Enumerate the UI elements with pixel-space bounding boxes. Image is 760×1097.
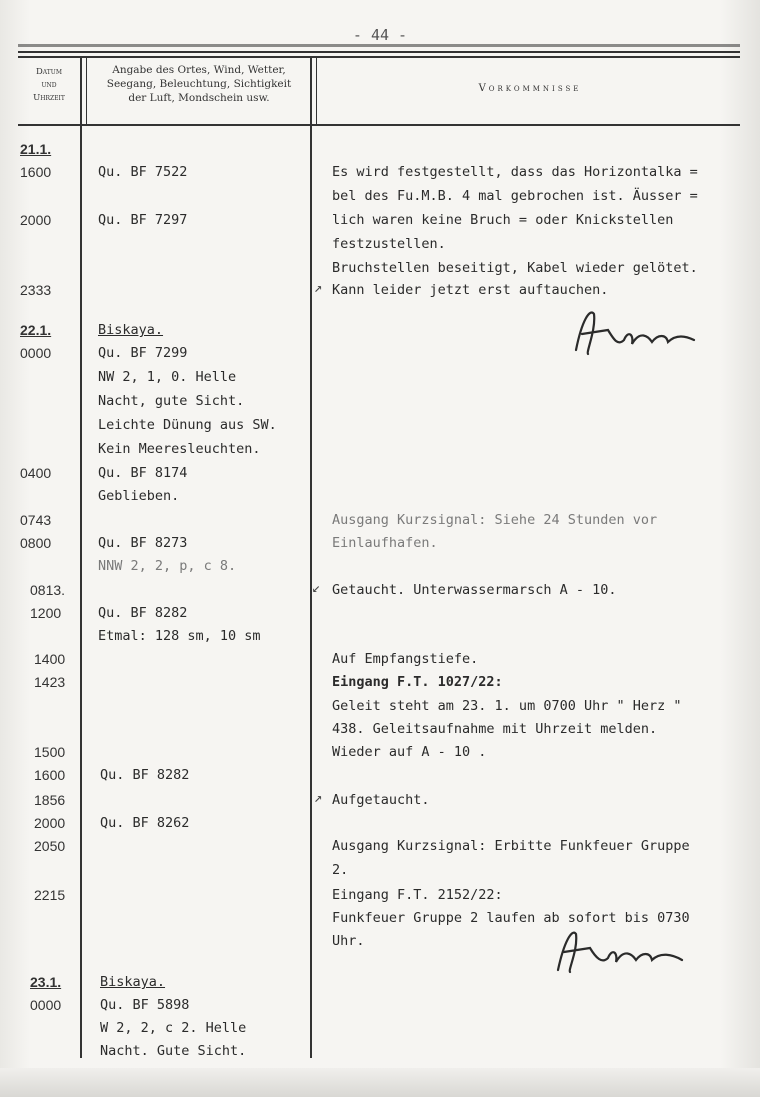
vork-line-12: Geleit steht am 23. 1. um 0700 Uhr " Herz "	[332, 698, 682, 714]
ort-row-11: Qu. BF 8273	[98, 535, 188, 551]
vork-line-20: Uhr.	[332, 933, 365, 949]
time-2050: 2050	[34, 838, 66, 854]
time-0813: 0813.	[30, 582, 66, 598]
ort-row-16: Qu. BF 8262	[100, 815, 190, 831]
date-22: 22.1.	[20, 322, 52, 338]
time-0000b: 0000	[30, 997, 62, 1013]
time-1856: 1856	[34, 792, 66, 808]
header-ort-line2: Seegang, Beleuchtung, Sichtigkeit	[106, 78, 292, 90]
vork-line-3: lich waren keine Bruch = oder Knickstellen	[332, 212, 674, 228]
checkmark-1: ↗	[314, 280, 323, 296]
header-ort	[86, 63, 312, 105]
ort-row-9: Qu. BF 8174	[98, 465, 188, 481]
time-1400: 1400	[34, 651, 66, 667]
ort-row-15: Qu. BF 8282	[100, 767, 190, 783]
column-divider-1	[80, 58, 82, 1058]
ort-row-18: Qu. BF 5898	[100, 997, 190, 1013]
vork-line-6: Kann leider jetzt erst auftauchen.	[332, 282, 609, 298]
ort-row-20: Nacht. Gute Sicht.	[100, 1043, 247, 1059]
vork-line-7: Ausgang Kurzsignal: Siehe 24 Stunden vor	[332, 512, 658, 528]
time-1423: 1423	[34, 674, 66, 690]
time-0400: 0400	[20, 465, 52, 481]
vork-line-1: Es wird festgestellt, dass das Horizontalka =	[332, 164, 698, 180]
ort-row-3: Biskaya.	[98, 322, 164, 338]
ort-row-19: W 2, 2, c 2. Helle	[100, 1020, 247, 1036]
header-vorkommnisse: Vorkommnisse	[478, 83, 582, 94]
header-ort-line1: Angabe des Ortes, Wind, Wetter,	[112, 64, 286, 76]
vork-line-8: Einlaufhafen.	[332, 535, 438, 551]
time-1200: 1200	[30, 605, 62, 621]
vork-line-13: 438. Geleitsaufnahme mit Uhrzeit melden.	[332, 721, 658, 737]
column-divider-2b	[316, 58, 317, 126]
date-21: 21.1.	[20, 141, 52, 157]
checkmark-3: ↗	[314, 790, 323, 806]
vork-line-19: Funkfeuer Gruppe 2 laufen ab sofort bis 0730	[332, 910, 690, 926]
time-1500: 1500	[34, 744, 66, 760]
vork-line-10: Auf Empfangstiefe.	[332, 651, 479, 667]
time-2000b: 2000	[34, 815, 66, 831]
time-2215: 2215	[34, 887, 66, 903]
time-0800: 0800	[20, 535, 52, 551]
ort-row-7: Leichte Dünung aus SW.	[98, 417, 277, 433]
signature-1	[568, 300, 708, 364]
top-rule	[18, 44, 740, 47]
ort-row-10: Geblieben.	[98, 488, 180, 504]
header-datum	[18, 66, 80, 105]
vork-line-4: festzustellen.	[332, 236, 446, 252]
ort-row-2: Qu. BF 7297	[98, 212, 188, 228]
date-23: 23.1.	[30, 974, 62, 990]
ort-row-14: Etmal: 128 sm, 10 sm	[98, 628, 261, 644]
time-2333: 2333	[20, 282, 52, 298]
column-divider-2	[310, 58, 312, 1058]
time-1600b: 1600	[34, 767, 66, 783]
vork-line-11: Eingang F.T. 1027/22:	[332, 674, 503, 690]
time-0743: 0743	[20, 512, 52, 528]
page-bottom-shadow	[0, 1068, 760, 1097]
ort-row-4: Qu. BF 7299	[98, 345, 188, 361]
checkmark-2: ↙	[312, 580, 321, 596]
vork-line-9: Getaucht. Unterwassermarsch A - 10.	[332, 582, 617, 598]
vork-line-15: Aufgetaucht.	[332, 792, 430, 808]
ort-row-8: Kein Meeresleuchten.	[98, 441, 261, 457]
time-1600a: 1600	[20, 164, 52, 180]
header-datum-line1: Datum	[35, 67, 63, 77]
vork-line-2: bel des Fu.M.B. 4 mal gebrochen ist. Äusser =	[332, 188, 698, 204]
vork-line-5: Bruchstellen beseitigt, Kabel wieder gelötet.	[332, 260, 698, 276]
header-bottom-rule	[18, 124, 740, 126]
time-0000a: 0000	[20, 345, 52, 361]
top-rule-3	[18, 56, 740, 58]
vork-line-17: 2.	[332, 862, 349, 878]
top-rule-2	[18, 51, 740, 53]
ort-row-17: Biskaya.	[100, 974, 166, 990]
header-datum-line3: Uhrzeit	[33, 93, 65, 103]
ort-row-1: Qu. BF 7522	[98, 164, 188, 180]
vork-line-18: Eingang F.T. 2152/22:	[332, 887, 503, 903]
header-datum-line2: und	[41, 80, 57, 90]
signature-2	[548, 920, 698, 980]
page-number: - 44 -	[352, 26, 408, 44]
ort-row-5: NW 2, 1, 0. Helle	[98, 369, 237, 385]
vork-line-14: Wieder auf A - 10 .	[332, 744, 487, 760]
column-divider-1b	[86, 58, 87, 126]
vork-line-16: Ausgang Kurzsignal: Erbitte Funkfeuer Gruppe	[332, 838, 690, 854]
ort-row-13: Qu. BF 8282	[98, 605, 188, 621]
header-ort-line3: der Luft, Mondschein usw.	[128, 92, 270, 104]
ort-row-6: Nacht, gute Sicht.	[98, 393, 245, 409]
ort-row-12: NNW 2, 2, p, c 8.	[98, 558, 237, 574]
time-2000a: 2000	[20, 212, 52, 228]
